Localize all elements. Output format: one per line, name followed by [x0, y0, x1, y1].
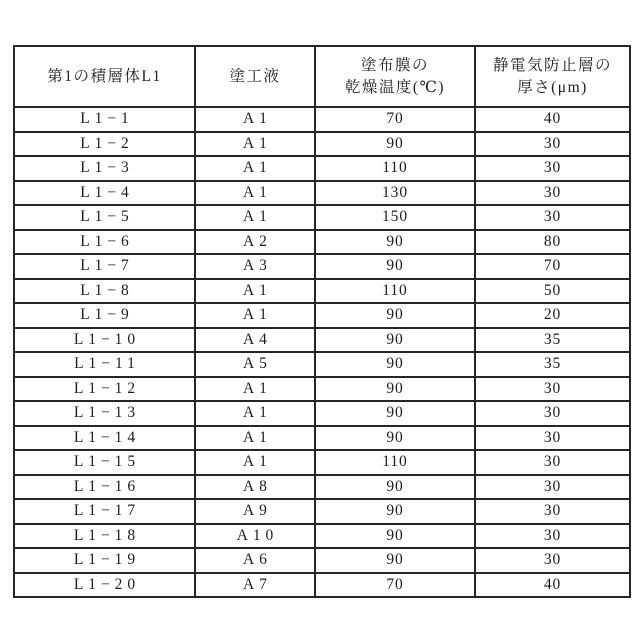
cell-laminate: L1−15	[14, 450, 195, 475]
cell-liquid: A1	[195, 426, 315, 451]
header-label-laminate: 第1の積層体L1	[47, 67, 162, 85]
cell-laminate: L1−7	[14, 254, 195, 279]
cell-liquid: A2	[195, 230, 315, 255]
table-row	[14, 181, 630, 206]
cell-thickness: 80	[475, 230, 630, 255]
cell-laminate: L1−18	[14, 524, 195, 549]
cell-temperature: 110	[315, 450, 475, 475]
cell-thickness: 35	[475, 328, 630, 353]
cell-temperature: 90	[315, 499, 475, 524]
table-row	[14, 352, 630, 377]
cell-liquid: A1	[195, 156, 315, 181]
table-row	[14, 328, 630, 353]
cell-temperature: 70	[315, 573, 475, 598]
cell-liquid: A8	[195, 475, 315, 500]
cell-temperature: 90	[315, 426, 475, 451]
cell-laminate: L1−11	[14, 352, 195, 377]
cell-laminate: L1−5	[14, 205, 195, 230]
cell-thickness: 20	[475, 303, 630, 328]
cell-liquid: A1	[195, 205, 315, 230]
cell-liquid: A9	[195, 499, 315, 524]
cell-liquid: A7	[195, 573, 315, 598]
cell-thickness: 35	[475, 352, 630, 377]
table-row	[14, 524, 630, 549]
cell-temperature: 90	[315, 328, 475, 353]
cell-temperature: 150	[315, 205, 475, 230]
table-row	[14, 475, 630, 500]
cell-temperature: 90	[315, 132, 475, 157]
cell-thickness: 30	[475, 156, 630, 181]
cell-liquid: A1	[195, 279, 315, 304]
cell-laminate: L1−20	[14, 573, 195, 598]
cell-thickness: 30	[475, 426, 630, 451]
cell-liquid: A4	[195, 328, 315, 353]
cell-temperature: 90	[315, 524, 475, 549]
header-cell-liquid	[195, 46, 315, 107]
cell-temperature: 90	[315, 377, 475, 402]
table-row	[14, 132, 630, 157]
cell-laminate: L1−9	[14, 303, 195, 328]
cell-temperature: 90	[315, 254, 475, 279]
cell-laminate: L1−1	[14, 107, 195, 132]
cell-laminate: L1−2	[14, 132, 195, 157]
cell-temperature: 90	[315, 303, 475, 328]
cell-thickness: 30	[475, 401, 630, 426]
cell-laminate: L1−8	[14, 279, 195, 304]
cell-thickness: 40	[475, 107, 630, 132]
cell-laminate: L1−3	[14, 156, 195, 181]
header-cell-thickness	[475, 46, 630, 107]
cell-laminate: L1−6	[14, 230, 195, 255]
cell-liquid: A6	[195, 548, 315, 573]
cell-liquid: A1	[195, 450, 315, 475]
header-cell-laminate	[14, 46, 195, 107]
patent-table	[13, 45, 631, 598]
cell-thickness: 30	[475, 377, 630, 402]
cell-thickness: 30	[475, 499, 630, 524]
cell-thickness: 50	[475, 279, 630, 304]
cell-thickness: 30	[475, 205, 630, 230]
cell-thickness: 30	[475, 132, 630, 157]
table-row	[14, 450, 630, 475]
table-row	[14, 573, 630, 598]
table-header	[14, 46, 630, 107]
cell-thickness: 30	[475, 524, 630, 549]
cell-thickness: 40	[475, 573, 630, 598]
header-label-thickness-line1: 静電気防止層の	[492, 56, 612, 74]
cell-laminate: L1−19	[14, 548, 195, 573]
cell-thickness: 30	[475, 181, 630, 206]
cell-liquid: A10	[195, 524, 315, 549]
cell-liquid: A1	[195, 107, 315, 132]
cell-temperature: 70	[315, 107, 475, 132]
cell-temperature: 90	[315, 352, 475, 377]
table-row	[14, 401, 630, 426]
cell-laminate: L1−17	[14, 499, 195, 524]
table-row	[14, 499, 630, 524]
cell-liquid: A1	[195, 377, 315, 402]
table-row	[14, 377, 630, 402]
cell-temperature: 90	[315, 548, 475, 573]
header-cell-temperature	[315, 46, 475, 107]
header-label-liquid: 塗工液	[229, 67, 281, 85]
cell-liquid: A1	[195, 401, 315, 426]
cell-laminate: L1−14	[14, 426, 195, 451]
table-body	[14, 107, 630, 597]
cell-thickness: 30	[475, 475, 630, 500]
cell-liquid: A1	[195, 181, 315, 206]
header-row	[14, 46, 630, 107]
cell-liquid: A1	[195, 132, 315, 157]
header-label-thickness-line2: 厚さ(μm)	[517, 78, 588, 96]
cell-temperature: 130	[315, 181, 475, 206]
cell-thickness: 70	[475, 254, 630, 279]
cell-liquid: A1	[195, 303, 315, 328]
header-label-temperature-line2: 乾燥温度(℃)	[344, 78, 446, 96]
cell-liquid: A3	[195, 254, 315, 279]
table-row	[14, 205, 630, 230]
table-row	[14, 303, 630, 328]
cell-laminate: L1−4	[14, 181, 195, 206]
cell-laminate: L1−12	[14, 377, 195, 402]
cell-temperature: 90	[315, 401, 475, 426]
table-row	[14, 156, 630, 181]
cell-laminate: L1−10	[14, 328, 195, 353]
header-label-temperature-line1: 塗布膜の	[360, 56, 429, 74]
table-row	[14, 230, 630, 255]
cell-temperature: 110	[315, 156, 475, 181]
table-row	[14, 254, 630, 279]
cell-thickness: 30	[475, 548, 630, 573]
cell-temperature: 90	[315, 475, 475, 500]
cell-thickness: 30	[475, 450, 630, 475]
table-row	[14, 548, 630, 573]
cell-liquid: A5	[195, 352, 315, 377]
cell-temperature: 90	[315, 230, 475, 255]
table-row	[14, 107, 630, 132]
table-row	[14, 279, 630, 304]
table-row	[14, 426, 630, 451]
cell-laminate: L1−13	[14, 401, 195, 426]
cell-temperature: 110	[315, 279, 475, 304]
cell-laminate: L1−16	[14, 475, 195, 500]
